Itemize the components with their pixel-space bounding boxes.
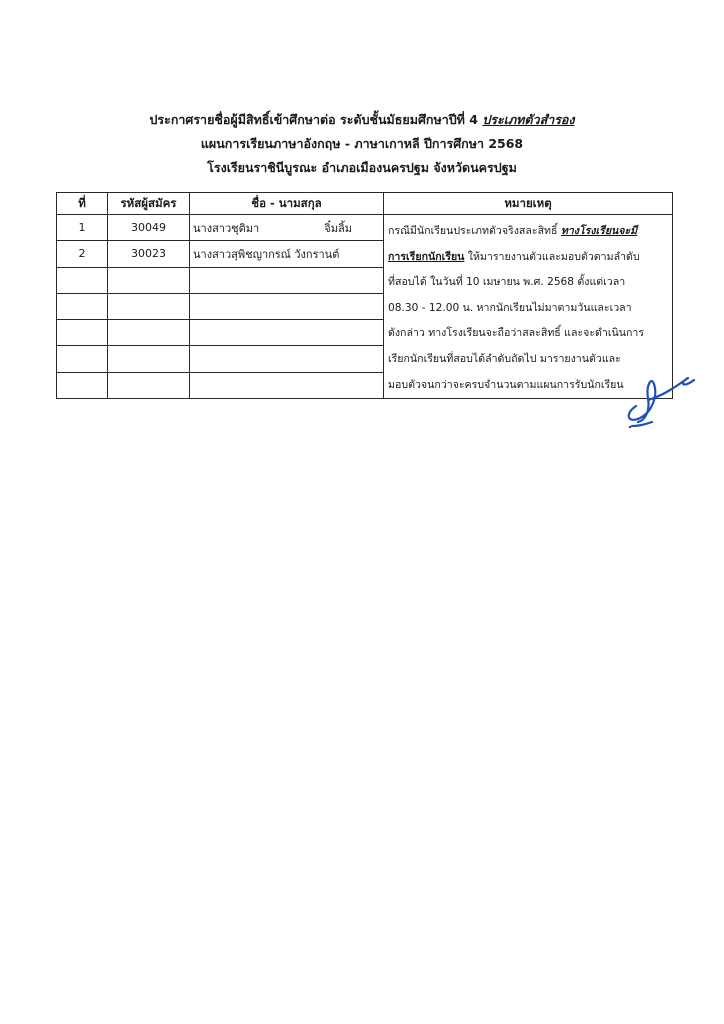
cell-no: 1 xyxy=(57,215,108,241)
header-line-1 xyxy=(0,108,724,132)
cell-applicant-id: 30049 xyxy=(108,215,190,241)
signature-icon xyxy=(618,366,704,428)
last-name: จิ๋มลิ้ม xyxy=(324,221,352,235)
remarks-line: เรียกนักเรียนที่สอบได้ลำดับถัดไป มารายงานตัวและ xyxy=(388,352,621,365)
cell-applicant-id xyxy=(108,346,190,372)
remarks-line: ดังกล่าว ทางโรงเรียนจะถือว่าสละสิทธิ์ และจะดำเนินการ xyxy=(388,327,645,340)
remarks-line: การเรียกนักเรียน ให้มารายงานตัวและมอบตัวตามลำดับ xyxy=(388,250,640,263)
header-category: ประเภทตัวสำรอง xyxy=(482,112,575,127)
first-name: นางสาวสุพิชญากรณ์ วังกรานต์ xyxy=(193,247,340,261)
header-title: ประกาศรายชื่อผู้มีสิทธิ์เข้าศึกษาต่อ ระดับชั้นมัธยมศึกษาปีที่ 4 xyxy=(149,112,483,127)
cell-name xyxy=(190,293,384,319)
col-header-applicant-id: รหัสผู้สมัคร xyxy=(108,193,190,215)
cell-name xyxy=(190,267,384,293)
col-header-no: ที่ xyxy=(57,193,108,215)
cell-no xyxy=(57,372,108,398)
cell-applicant-id xyxy=(108,320,190,346)
header-line-2: แผนการเรียนภาษาอังกฤษ - ภาษาเกาหลี ปีการศึกษา 2568 xyxy=(200,136,524,151)
cell-name xyxy=(190,241,384,267)
col-header-remarks: หมายเหตุ xyxy=(384,193,673,215)
cell-no xyxy=(57,293,108,319)
cell-name xyxy=(190,346,384,372)
applicant-table xyxy=(56,192,672,399)
table-row xyxy=(57,215,673,241)
cell-name xyxy=(190,320,384,346)
cell-no xyxy=(57,320,108,346)
cell-applicant-id xyxy=(108,293,190,319)
remarks-line: 08.30 - 12.00 น. หากนักเรียนไม่มาตามวันและเวลา xyxy=(388,301,632,314)
announcement-header xyxy=(0,108,724,180)
cell-applicant-id xyxy=(108,267,190,293)
cell-no: 2 xyxy=(57,241,108,267)
cell-name xyxy=(190,215,384,241)
remarks-line: กรณีมีนักเรียนประเภทตัวจริงสละสิทธิ์ ทางโรงเรียนจะมี xyxy=(388,225,638,237)
remarks-emphasis: การเรียกนักเรียน xyxy=(388,250,465,263)
header-line-3: โรงเรียนราชินีบูรณะ อำเภอเมืองนครปฐม จังหวัดนครปฐม xyxy=(207,160,517,175)
cell-no xyxy=(57,267,108,293)
col-header-name: ชื่อ - นามสกุล xyxy=(190,193,384,215)
table-header-row xyxy=(57,193,673,215)
first-name: นางสาวชุติมา xyxy=(193,221,260,235)
cell-name xyxy=(190,372,384,398)
cell-applicant-id: 30023 xyxy=(108,241,190,267)
remarks-emphasis: ทางโรงเรียนจะมี xyxy=(560,225,638,237)
cell-no xyxy=(57,346,108,372)
remarks-line: มอบตัวจนกว่าจะครบจำนวนตามแผนการรับนักเรียน xyxy=(388,378,624,391)
cell-applicant-id xyxy=(108,372,190,398)
remarks-line: ที่สอบได้ ในวันที่ 10 เมษายน พ.ศ. 2568 ตั้งแต่เวลา xyxy=(388,276,626,289)
